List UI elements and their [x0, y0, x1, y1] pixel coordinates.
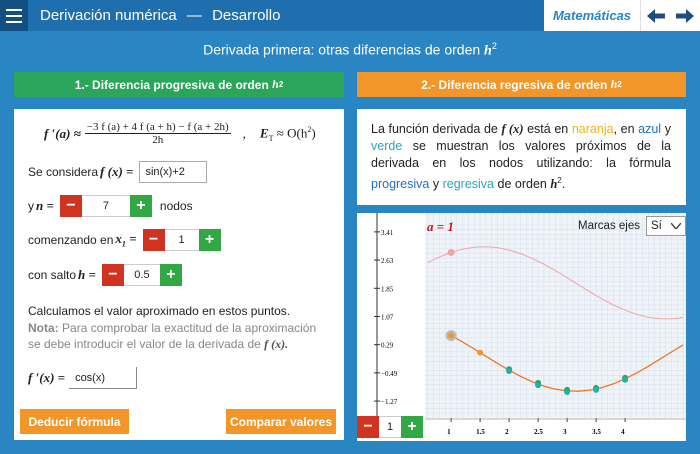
formula-numerator: −3 f (a) + 4 f (a + h) − f (a + 2h) — [86, 121, 229, 133]
tab-regresiva[interactable] — [357, 72, 686, 97]
deducir-formula-button[interactable]: Deducir fórmula — [20, 409, 129, 434]
green-node — [506, 368, 512, 374]
marcas-ejes-select[interactable] — [646, 216, 686, 236]
y-tick-label: 1.07 — [381, 313, 394, 322]
heading-order: h — [484, 43, 492, 59]
x-tick-label: 3 — [563, 428, 567, 436]
step-stepper — [102, 264, 182, 286]
note-fx: f (x). — [264, 337, 289, 351]
formula-error-exp: 2 — [307, 124, 312, 134]
page-heading — [0, 41, 700, 60]
x-tick-label: 2 — [505, 428, 509, 436]
a-label: a = 1 — [427, 219, 454, 234]
step-var: h = — [78, 267, 96, 282]
top-bar — [0, 0, 700, 31]
start-plus-button[interactable]: + — [199, 229, 221, 251]
note-body: Para comprobar la exactitud de la aproximación se debe introducir el valor de la derivada de — [28, 321, 317, 351]
formula-denominator: 2h — [152, 134, 164, 146]
formula-error-sub: T — [268, 133, 274, 143]
tab-progresiva-label: 1.- Diferencia progresiva de orden — [74, 77, 269, 92]
nodes-value[interactable]: 7 — [82, 195, 130, 217]
function-label: Se considera — [28, 165, 99, 179]
derivative-row — [28, 367, 137, 389]
x-tick-label: 1.5 — [476, 428, 485, 436]
tab-progresiva[interactable] — [14, 72, 344, 97]
graph-plus-button[interactable]: + — [401, 416, 423, 438]
tab-progresiva-order: h — [272, 77, 279, 91]
back-arrow-icon[interactable] — [645, 7, 667, 25]
step-row — [28, 264, 182, 286]
note-label: Nota: — [28, 321, 59, 335]
app-title-separator: — — [186, 7, 202, 24]
graph-minus-button[interactable]: − — [357, 416, 379, 438]
marcas-ejes — [578, 216, 686, 236]
tab-regresiva-exp: 2 — [617, 80, 622, 89]
formula-lhs: f ′(a) ≈ — [44, 125, 81, 141]
y-tick-label: 3.41 — [381, 228, 394, 237]
left-panel — [14, 109, 344, 440]
derivative-var: f ′(x) = — [28, 370, 66, 385]
app-title — [40, 7, 280, 24]
tab-regresiva-label: 2.- Diferencia regresiva de orden — [421, 77, 608, 92]
orange-node — [477, 350, 483, 356]
graph-panel — [357, 213, 686, 441]
menu-icon[interactable] — [0, 0, 28, 31]
step-value[interactable]: 0.5 — [124, 264, 160, 286]
x-tick-label: 4 — [621, 428, 625, 436]
tab-regresiva-order: h — [610, 77, 618, 91]
explanation-panel — [357, 109, 686, 205]
nodes-stepper — [60, 195, 152, 217]
app-title-section: Desarrollo — [212, 7, 281, 24]
start-value[interactable]: 1 — [165, 229, 199, 251]
green-node — [535, 382, 541, 388]
forward-arrow-icon[interactable] — [674, 7, 696, 25]
derivative-input[interactable]: cos(x) — [69, 367, 137, 389]
formula-error: E — [259, 124, 269, 140]
start-label: comenzando en — [28, 233, 114, 247]
marcas-ejes-label: Marcas ejes — [578, 220, 640, 232]
nodes-label: y — [28, 199, 34, 213]
y-tick-label: −1.27 — [381, 398, 398, 407]
calc-text: Calculamos el valor aproximado en estos puntos. — [28, 304, 291, 318]
function-var: f (x) = — [100, 164, 134, 179]
step-minus-button[interactable]: − — [102, 264, 124, 286]
y-tick-label: 0.29 — [381, 341, 394, 350]
green-node — [622, 377, 628, 383]
nodes-minus-button[interactable]: − — [60, 195, 82, 217]
graph-stepper-value[interactable]: 1 — [379, 416, 401, 438]
y-tick-label: −0.49 — [381, 369, 398, 378]
note-text — [28, 320, 328, 352]
start-row — [28, 229, 221, 251]
function-input[interactable]: sin(x)+2 — [139, 161, 207, 183]
step-label: con salto — [28, 268, 77, 282]
green-node — [593, 387, 599, 393]
nav-arrows — [640, 0, 700, 31]
formula-fraction — [85, 121, 231, 146]
start-stepper — [143, 229, 221, 251]
explanation-text: La función derivada de f (x) está en naranja, en azul y verde se muestran los valores próximos de la derivada en los nodos utilizando: la fórmula progresiva y regresiva de orden $h^2$. — [371, 122, 671, 192]
y-tick-label: 1.85 — [381, 285, 394, 294]
step-plus-button[interactable]: + — [160, 264, 182, 286]
marcas-ejes-value: Sí — [651, 220, 662, 232]
x-tick-label: 2.5 — [534, 428, 543, 436]
app-title-main: Derivación numérica — [40, 7, 177, 24]
start-var: $x_1$ = — [115, 231, 137, 249]
formula-error-close: ) — [311, 124, 316, 140]
x-tick-label: 3.5 — [592, 428, 601, 436]
y-tick-label: 2.63 — [381, 257, 394, 266]
nodes-var: n = — [36, 198, 54, 213]
formula-error-rhs: ≈ O(h — [276, 124, 308, 140]
orange-node — [448, 333, 454, 339]
derivative-chart[interactable] — [357, 213, 686, 441]
chevron-down-icon — [671, 223, 681, 229]
heading-text: Derivada primera: otras diferencias de orden — [203, 41, 481, 58]
nodes-plus-button[interactable]: + — [130, 195, 152, 217]
nodes-suffix: nodos — [159, 199, 193, 213]
heading-exp: 2 — [491, 41, 497, 51]
tab-progresiva-exp: 2 — [278, 80, 284, 89]
subject-tab[interactable]: Matemáticas — [544, 0, 640, 31]
green-node — [564, 389, 570, 395]
graph-stepper — [357, 416, 423, 438]
function-marker — [448, 249, 455, 256]
start-minus-button[interactable]: − — [143, 229, 165, 251]
function-row — [28, 161, 207, 183]
x-tick-label: 1 — [447, 428, 451, 436]
formula: f ′(a) ≈ $\frac{-3 f (a) + 4 f (a + h) - f (a + 2h)}{2h}$ , $E_T \approx O(h^2)$ — [44, 121, 316, 146]
comparar-valores-button[interactable]: Comparar valores — [226, 409, 336, 434]
nodes-row — [28, 195, 193, 217]
